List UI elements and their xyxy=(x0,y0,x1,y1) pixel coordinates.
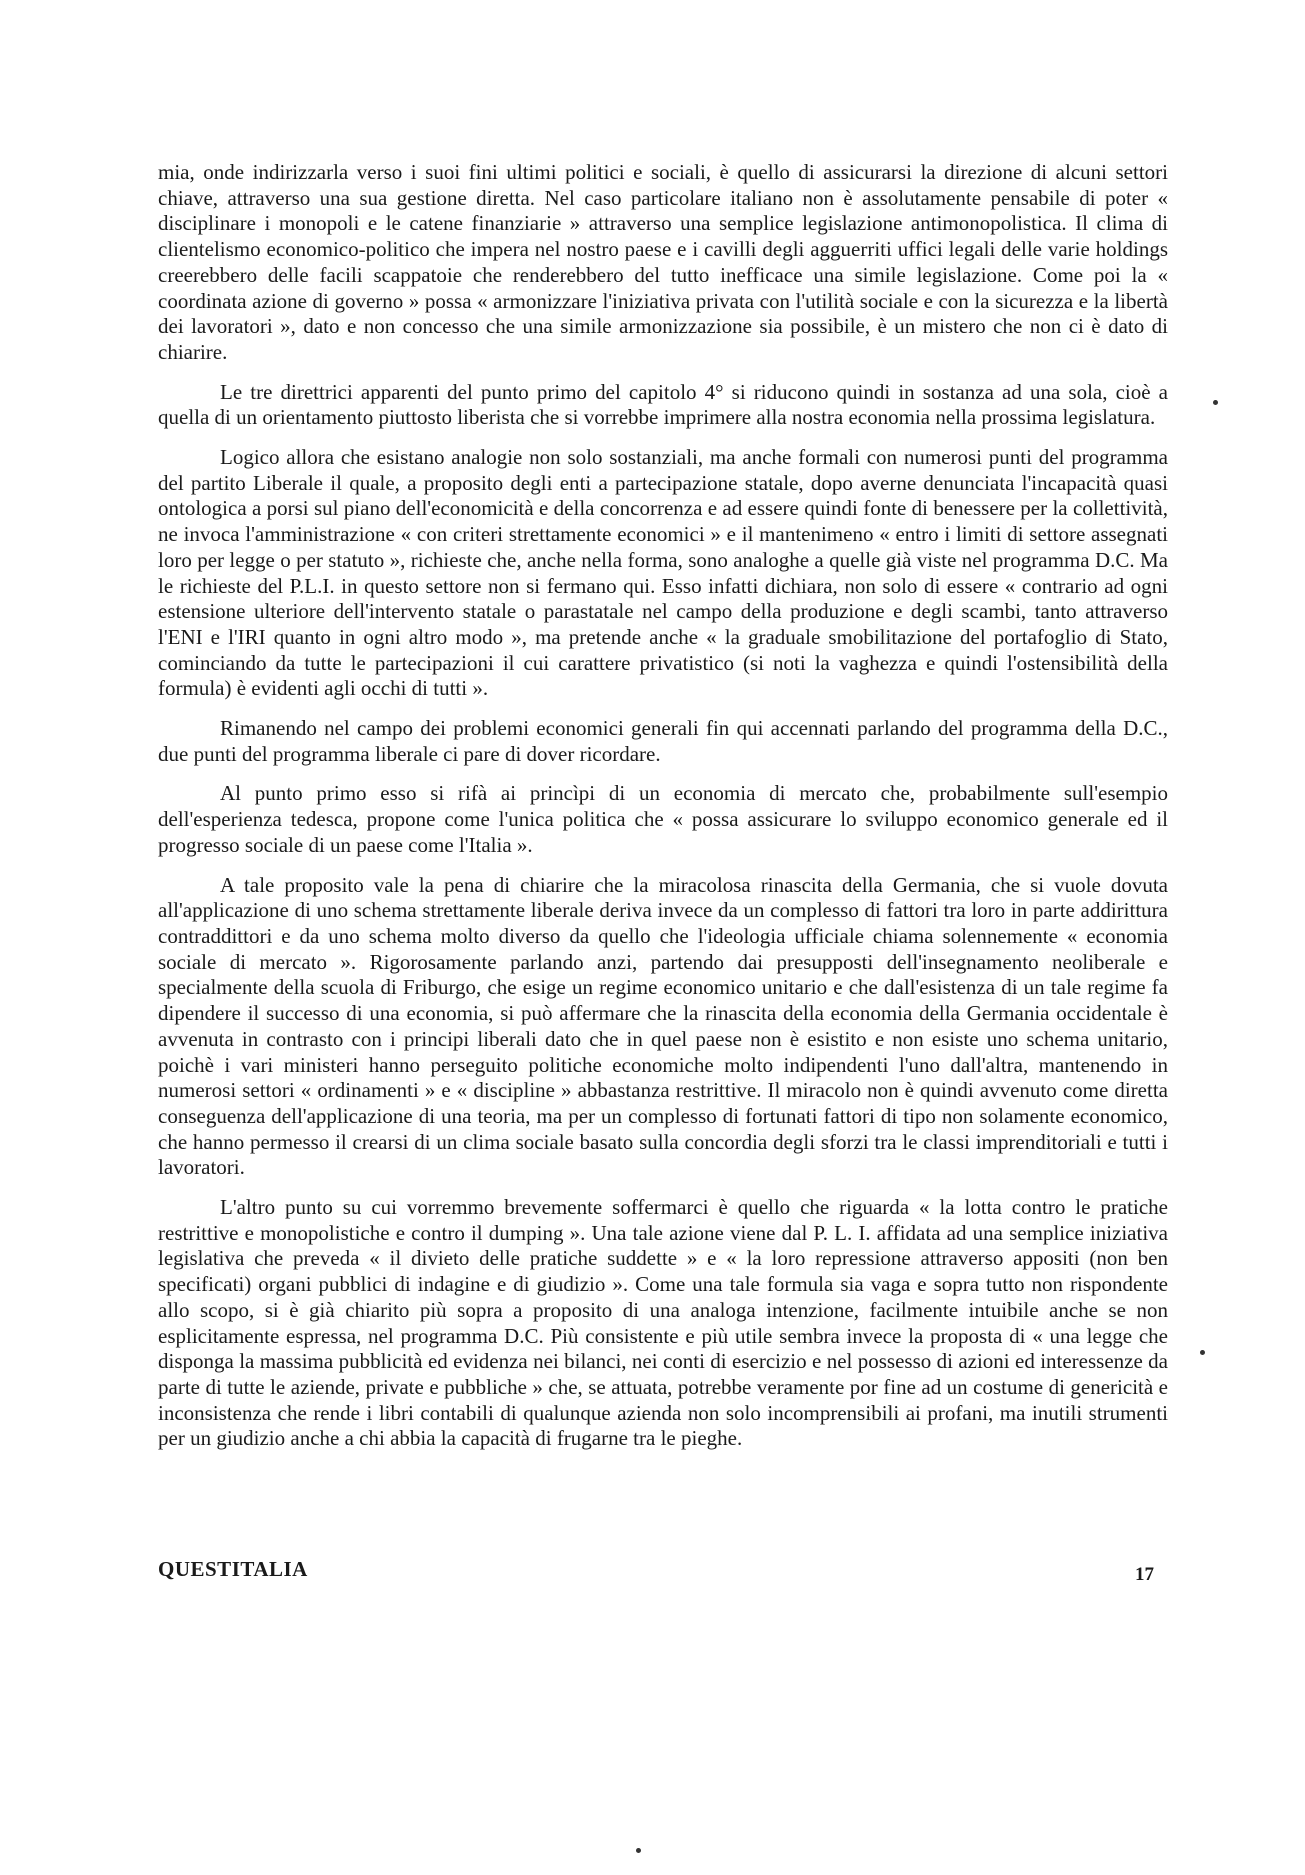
paragraph-3: Logico allora che esistano analogie non solo sostanziali, ma anche formali con numerosi punti del programma del partito Liberale il quale, a proposito degli enti a partecipazione statale, dopo averne denunciata l'incapacità quasi ontologica a porsi sul piano dell'economicità e della concorrenza e ad essere quindi fonte di benessere per la collettività, ne invoca l'amministrazione « con criteri strettamente economici » e il mantenimeno « entro i limiti di settore assegnati loro per legge o per statuto », richieste che, anche nella forma, sono analoghe a quelle già viste nel programma D.C. Ma le richieste del P.L.I. in questo settore non si fermano qui. Esso infatti dichiara, non solo di essere « contrario ad ogni estensione ulteriore dell'intervento statale o parastatale nel campo della produzione e degli scambi, tanto attraverso l'ENI e l'IRI quanto in ogni altro modo », ma pretende anche « la graduale smobilitazione del portafoglio di Stato, cominciando da tutte le partecipazioni il cui carattere privatistico (si noti la vaghezza e quindi l'ostensibilità della formula) è evidenti agli occhi di tutti ». xyxy=(158,445,1168,701)
paragraph-1: mia, onde indirizzarla verso i suoi fini ultimi politici e sociali, è quello di assicurarsi la direzione di alcuni settori chiave, attraverso una sua gestione diretta. Nel caso particolare italiano non è assolutamente pensabile di poter « disciplinare i monopoli e le catene finanziarie » attraverso una semplice legislazione antimonopolistica. Il clima di clientelismo economico-politico che impera nel nostro paese e i cavilli degli agguerriti uffici legali delle varie holdings creerebbero delle facili scappatoie che renderebbero del tutto inefficace una simile legislazione. Come poi la « coordinata azione di governo » possa « armonizzare l'iniziativa privata con l'utilità sociale e con la sicurezza e la libertà dei lavoratori », dato e non concesso che una simile armonizzazione sia possibile, è un mistero che non ci è dato di chiarire. xyxy=(158,160,1168,364)
paragraph-6: A tale proposito vale la pena di chiarire che la miracolosa rinascita della Germania, che si vuole dovuta all'applicazione di uno schema strettamente liberale deriva invece da un complesso di fattori tra loro in parte addirittura contraddittori e da uno schema molto diverso da quello che l'ideologia ufficiale chiama solennemente « economia sociale di mercato ». Rigorosamente parlando anzi, partendo dai presupposti dell'insegnamento neoliberale e specialmente della scuola di Friburgo, che esige un regime economico unitario e che dall'esistenza di un tale regime fa dipendere il successo di una economia, si può affermare che la rinascita della economia della Germania occidentale è avvenuta in contrasto con i principi liberali dato che in quel paese non è esistito e non esiste uno schema unitario, poichè i vari ministeri hanno perseguito politiche economiche molto indipendenti l'uno dall'altra, mantenendo in numerosi settori « ordinamenti » e « discipline » abbastanza restrittive. Il miracolo non è quindi avvenuto come diretta conseguenza dell'applicazione di una teoria, ma per un complesso di fortunati fattori di tipo non solamente economico, che hanno permesso il crearsi di un clima sociale basato sulla concordia degli sforzi tra le classi imprenditoriali e tutti i lavoratori. xyxy=(158,872,1168,1180)
scan-speck xyxy=(636,1848,641,1853)
paragraph-2: Le tre direttrici apparenti del punto primo del capitolo 4° si riducono quindi in sostanza ad una sola, cioè a quella di un orientamento piuttosto liberista che si vorrebbe imprimere alla nostra economia nella prossima legislatura. xyxy=(158,379,1168,430)
paragraph-5: Al punto primo esso si rifà ai princìpi di un economia di mercato che, probabilmente sull'esempio dell'esperienza tedesca, propone come l'unica politica che « possa assicurare lo sviluppo economico generale ed il progresso sociale di un paese come l'Italia ». xyxy=(158,781,1168,857)
magazine-name: QUESTITALIA xyxy=(158,1557,308,1581)
scan-speck xyxy=(1200,1350,1205,1355)
paragraph-4: Rimanendo nel campo dei problemi economici generali fin qui accennati parlando del programma della D.C., due punti del programma liberale ci pare di dover ricordare. xyxy=(158,716,1168,766)
page-number: 17 xyxy=(1135,1564,1154,1585)
scan-speck xyxy=(1213,400,1218,405)
paragraph-7: L'altro punto su cui vorremmo brevemente soffermarci è quello che riguarda « la lotta contro le pratiche restrittive e monopolistiche e contro il dumping ». Una tale azione viene dal P. L. I. affidata ad una semplice iniziativa legislativa che preveda « il divieto delle pratiche suddette » e « la loro repressione attraverso appositi (non ben specificati) organi pubblici di indagine e di giudizio ». Come una tale formula sia vaga e sopra tutto non rispondente allo scopo, si è già chiarito più sopra a proposito di una analoga intenzione, facilmente intuibile anche se non esplicitamente espressa, nel programma D.C. Più consistente e più utile sembra invece la proposta di « una legge che disponga la massima pubblicità ed evidenza nei bilanci, nei conti di esercizio e nel possesso di azioni ed interessenze da parte di tutte le aziende, private e pubbliche » che, se attuata, potrebbe veramente por fine ad un costume di genericità e inconsistenza che rende i libri contabili di qualunque azienda non solo incomprensibili ai profani, ma inutili strumenti per un giudizio anche a chi abbia la capacità di frugarne tra le pieghe. xyxy=(158,1195,1168,1451)
article-body xyxy=(158,160,1168,1466)
